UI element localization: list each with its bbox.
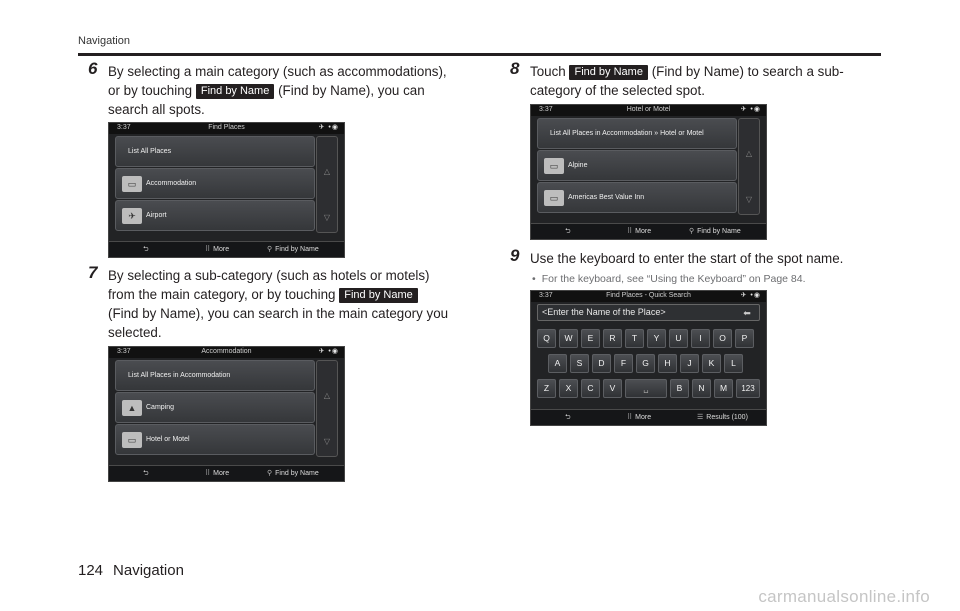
- bed-icon: ▭: [122, 432, 142, 448]
- key[interactable]: P: [735, 329, 754, 348]
- key[interactable]: L: [724, 354, 743, 373]
- list-item-label: Americas Best Value Inn: [568, 194, 645, 201]
- back-button[interactable]: ⮌: [143, 470, 149, 477]
- input-placeholder: <Enter the Name of the Place>: [542, 307, 666, 317]
- bottom-bar: [531, 409, 766, 425]
- key[interactable]: A: [548, 354, 567, 373]
- key[interactable]: M: [714, 379, 733, 398]
- scroll-up-icon[interactable]: △: [323, 391, 331, 400]
- step-text-line: [108, 81, 478, 100]
- list-item[interactable]: [537, 182, 737, 213]
- key[interactable]: V: [603, 379, 622, 398]
- clock: 3:37: [539, 292, 553, 299]
- more-label: More: [213, 246, 230, 253]
- key[interactable]: F: [614, 354, 633, 373]
- screen-title: Find Places - Quick Search: [606, 292, 691, 299]
- step-6: [88, 59, 478, 119]
- find-by-name-label: Find by Name: [697, 228, 741, 235]
- step-text-line: Use the keyboard to enter the start of the spot name.: [530, 251, 844, 266]
- status-icons: ✈ •◉: [318, 348, 339, 355]
- key[interactable]: T: [625, 329, 644, 348]
- find-by-name-label: Find by Name: [275, 246, 319, 253]
- clock: 3:37: [117, 348, 131, 355]
- results-button[interactable]: [697, 413, 748, 421]
- running-head: Navigation: [78, 35, 130, 47]
- header-rule: [78, 53, 881, 56]
- back-button[interactable]: ⮌: [565, 228, 571, 235]
- step-8: [510, 59, 890, 100]
- footer-section: Navigation: [113, 562, 184, 579]
- grid-icon: ⠿: [627, 414, 633, 421]
- keyboard-row-2: [537, 354, 760, 373]
- key[interactable]: K: [702, 354, 721, 373]
- screen-title: Hotel or Motel: [626, 106, 671, 113]
- key[interactable]: O: [713, 329, 732, 348]
- backspace-icon[interactable]: ⬅: [743, 308, 751, 318]
- list-item[interactable]: [115, 392, 315, 423]
- keyboard-note: [532, 273, 806, 285]
- bullet: •: [532, 273, 536, 285]
- step-text-line: category of the selected spot.: [530, 83, 705, 98]
- step-text-line: By selecting a main category (such as accommodations),: [108, 64, 447, 79]
- search-icon: ⚲: [267, 470, 273, 477]
- place-name-input[interactable]: [537, 304, 760, 321]
- find-by-name-button[interactable]: [689, 227, 741, 235]
- key[interactable]: J: [680, 354, 699, 373]
- search-icon: ⚲: [267, 246, 273, 253]
- list-icon: ☰: [697, 414, 704, 421]
- clock: 3:37: [117, 124, 131, 131]
- list-item-label: Accommodation: [146, 180, 197, 187]
- scroll-down-icon[interactable]: ▽: [323, 437, 331, 446]
- key[interactable]: C: [581, 379, 600, 398]
- list-item[interactable]: [537, 150, 737, 181]
- bottom-bar: [531, 223, 766, 239]
- step-text: or by touching: [108, 83, 193, 98]
- place-list: [115, 136, 315, 232]
- step-text: Touch: [530, 64, 566, 79]
- step-text-line: (Find by Name), you can search in the main category you: [108, 306, 449, 321]
- clock: 3:37: [539, 106, 553, 113]
- results-label: Results (100): [706, 414, 748, 421]
- list-item[interactable]: [537, 118, 737, 149]
- status-icons: ✈ •◉: [740, 292, 761, 299]
- list-item[interactable]: [115, 424, 315, 455]
- key[interactable]: Q: [537, 329, 556, 348]
- step-9: [510, 246, 890, 268]
- step-text-line: By selecting a sub-category (such as hotels or motels): [108, 268, 430, 283]
- step-text: (Find by Name) to search a sub-: [651, 64, 844, 79]
- status-icons: ✈ •◉: [318, 124, 339, 131]
- key[interactable]: W: [559, 329, 578, 348]
- key[interactable]: S: [570, 354, 589, 373]
- screen-quick-search: [530, 290, 767, 426]
- list-item[interactable]: [115, 200, 315, 231]
- list-item-label: Airport: [146, 212, 167, 219]
- step-7: [88, 263, 478, 342]
- back-button[interactable]: ⮌: [143, 246, 149, 253]
- back-button[interactable]: ⮌: [565, 414, 571, 421]
- status-icons: ✈ •◉: [740, 106, 761, 113]
- scrollbar[interactable]: [316, 360, 338, 457]
- find-by-name-button[interactable]: [267, 469, 319, 477]
- page-footer: [78, 562, 194, 579]
- screen-accommodation: [108, 346, 345, 482]
- find-by-name-chip: Find by Name: [339, 288, 417, 303]
- screen-title: Find Places: [208, 124, 245, 131]
- step-number: 6: [88, 59, 98, 78]
- keyboard-row-1: [537, 329, 760, 348]
- status-bar: [109, 123, 344, 134]
- list-item-label: List All Places in Accommodation » Hotel or Motel: [550, 130, 704, 137]
- search-icon: ⚲: [689, 228, 695, 235]
- scrollbar[interactable]: [316, 136, 338, 233]
- folder-icon: ▭: [122, 176, 142, 192]
- key[interactable]: H: [658, 354, 677, 373]
- key[interactable]: U: [669, 329, 688, 348]
- screen-title: Accommodation: [201, 348, 252, 355]
- step-text-line: selected.: [108, 325, 162, 340]
- status-bar: [531, 105, 766, 116]
- more-label: More: [635, 228, 652, 235]
- step-number: 9: [510, 246, 520, 265]
- bottom-bar: [109, 241, 344, 257]
- place-list: [115, 360, 315, 456]
- scroll-up-icon[interactable]: △: [323, 167, 331, 176]
- screen-hotel-or-motel: [530, 104, 767, 240]
- key[interactable]: B: [670, 379, 689, 398]
- key[interactable]: X: [559, 379, 578, 398]
- scroll-down-icon[interactable]: ▽: [745, 195, 753, 204]
- place-list: [537, 118, 737, 214]
- list-item-label: Camping: [146, 404, 175, 411]
- step-text-line: [530, 62, 890, 81]
- list-item-label: List All Places: [128, 148, 172, 155]
- more-button[interactable]: [205, 469, 229, 477]
- more-label: More: [635, 414, 652, 421]
- step-text: from the main category, or by touching: [108, 287, 336, 302]
- key[interactable]: N: [692, 379, 711, 398]
- list-item[interactable]: [115, 168, 315, 199]
- grid-icon: ⠿: [205, 246, 211, 253]
- step-text-line: [108, 285, 478, 304]
- key[interactable]: R: [603, 329, 622, 348]
- page-number: 124: [78, 562, 104, 579]
- watermark: carmanualsonline.info: [758, 587, 930, 606]
- screen-find-places: [108, 122, 345, 258]
- key[interactable]: D: [592, 354, 611, 373]
- step-text: (Find by Name), you can: [278, 83, 425, 98]
- more-button[interactable]: [205, 245, 229, 253]
- airplane-icon: ✈: [122, 208, 142, 224]
- tent-icon: ▲: [122, 400, 142, 416]
- find-by-name-chip: Find by Name: [569, 65, 647, 80]
- step-number: 8: [510, 59, 520, 78]
- list-item-label: Alpine: [568, 162, 588, 169]
- key[interactable]: G: [636, 354, 655, 373]
- key[interactable]: E: [581, 329, 600, 348]
- find-by-name-button[interactable]: [267, 245, 319, 253]
- list-item-label: Hotel or Motel: [146, 436, 190, 443]
- list-item-label: List All Places in Accommodation: [128, 372, 231, 379]
- find-by-name-chip: Find by Name: [196, 84, 274, 99]
- key[interactable]: Z: [537, 379, 556, 398]
- grid-icon: ⠿: [205, 470, 211, 477]
- list-item[interactable]: [115, 136, 315, 167]
- note-text: For the keyboard, see “Using the Keyboard” on Page 84.: [541, 273, 806, 285]
- key[interactable]: I: [691, 329, 710, 348]
- step-number: 7: [88, 263, 98, 282]
- space-key[interactable]: ␣: [625, 379, 667, 398]
- bottom-bar: [109, 465, 344, 481]
- status-bar: [531, 291, 766, 302]
- status-bar: [109, 347, 344, 358]
- bed-icon: ▭: [544, 158, 564, 174]
- bed-icon: ▭: [544, 190, 564, 206]
- step-text-line: search all spots.: [108, 102, 205, 117]
- numeric-mode-key[interactable]: 123: [736, 379, 760, 398]
- grid-icon: ⠿: [627, 228, 633, 235]
- more-button[interactable]: [627, 413, 651, 421]
- more-label: More: [213, 470, 230, 477]
- list-item[interactable]: [115, 360, 315, 391]
- keyboard-row-3: [537, 379, 760, 398]
- scrollbar[interactable]: [738, 118, 760, 215]
- key[interactable]: Y: [647, 329, 666, 348]
- find-by-name-label: Find by Name: [275, 470, 319, 477]
- more-button[interactable]: [627, 227, 651, 235]
- scroll-up-icon[interactable]: △: [745, 149, 753, 158]
- scroll-down-icon[interactable]: ▽: [323, 213, 331, 222]
